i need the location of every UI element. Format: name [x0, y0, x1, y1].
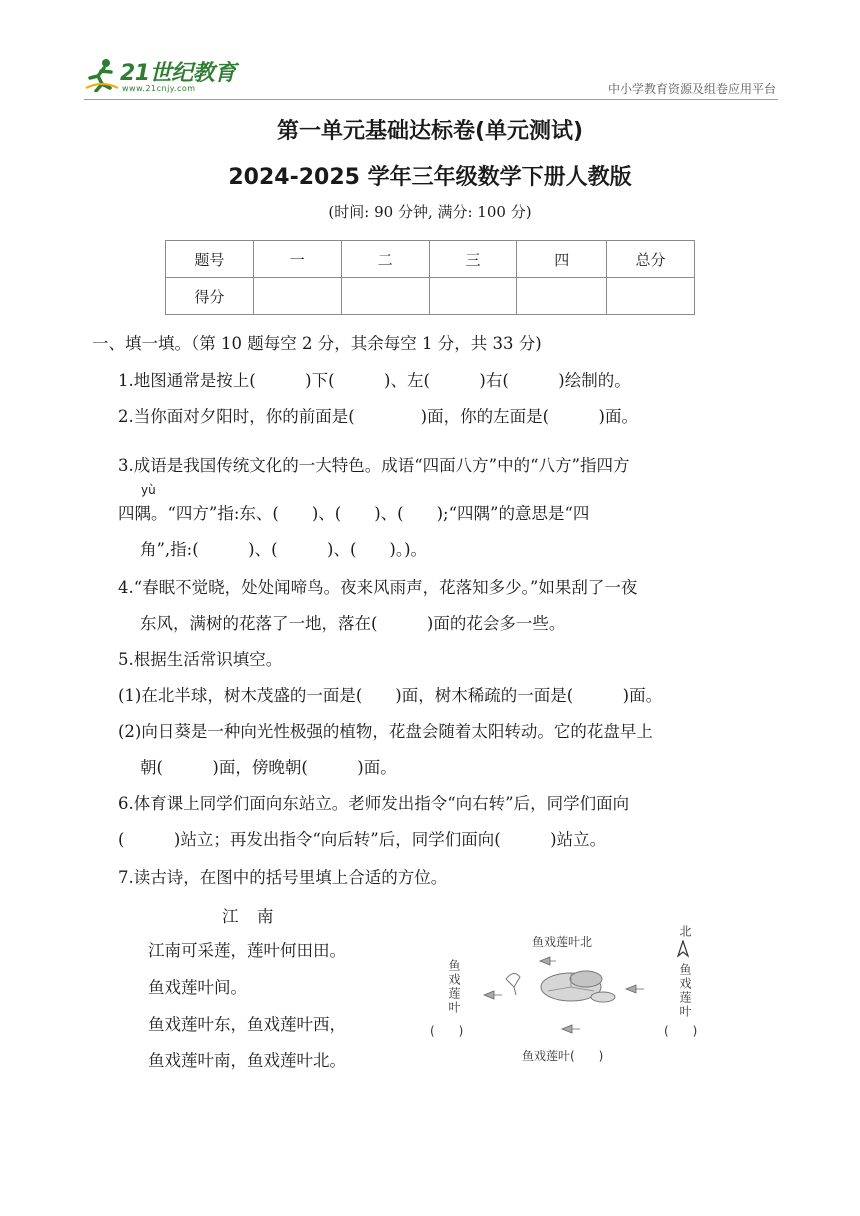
score-header-cell: 四 [517, 241, 607, 278]
score-header-cell: 三 [429, 241, 517, 278]
score-header-cell: 总分 [607, 241, 695, 278]
question-6-line-2: ( )站立；再发出指令“向后转”后，同学们面向( )站立。 [118, 830, 607, 849]
figure-right-label: 鱼戏莲叶 [678, 963, 692, 1019]
figure-bottom-label: 鱼戏莲叶( ) [522, 1049, 604, 1063]
runner-icon [84, 58, 120, 92]
question-7: 7.读古诗，在图中的括号里填上合适的方位。 [118, 868, 448, 887]
logo-url: www.21cnjy.com [122, 84, 196, 93]
question-5-2-line-2: 朝( )面，傍晚朝( )面。 [140, 758, 397, 777]
lotus-pond-figure [426, 925, 722, 1070]
score-cell[interactable] [607, 278, 695, 315]
logo-text: 21世纪教育 [120, 61, 236, 86]
score-header-cell: 一 [253, 241, 341, 278]
score-cell[interactable] [253, 278, 341, 315]
page-subtitle: 2024-2025 学年三年级数学下册人教版 [228, 165, 632, 190]
north-label: 北 [678, 925, 692, 939]
section-heading: 一、填一填。（第 10 题每空 2 分，其余每空 1 分，共 33 分) [92, 334, 542, 353]
poem-line: 鱼戏莲叶东，鱼戏莲叶西， [148, 1015, 346, 1034]
score-header-cell: 题号 [166, 241, 254, 278]
poem-line: 江南可采莲，莲叶何田田。 [148, 941, 346, 960]
question-3-line-3: 角”,指:( )、( )、( )。)。 [140, 540, 428, 559]
pinyin-annotation: yù [141, 483, 156, 497]
question-5-2-line-1: (2)向日葵是一种向光性极强的植物，花盘会随着太阳转动。它的花盘早上 [118, 722, 653, 741]
score-cell[interactable] [517, 278, 607, 315]
lotus-leaves-illustration [476, 947, 656, 1047]
poem-line: 鱼戏莲叶南，鱼戏莲叶北。 [148, 1051, 346, 1070]
north-arrow-icon [676, 940, 690, 958]
figure-top-label: 鱼戏莲叶北 [532, 935, 593, 949]
figure-left-label: 鱼戏莲叶 [447, 959, 461, 1015]
figure-right-blank: ( ) [664, 1024, 698, 1038]
question-6-line-1: 6.体育课上同学们面向东站立。老师发出指令“向右转”后，同学们面向 [118, 794, 630, 813]
figure-left-blank: ( ) [430, 1024, 464, 1038]
score-cell[interactable] [341, 278, 429, 315]
score-header-cell: 二 [341, 241, 429, 278]
question-5: 5.根据生活常识填空。 [118, 650, 283, 669]
exam-time-info: (时间: 90 分钟, 满分: 100 分) [328, 203, 532, 221]
question-1: 1.地图通常是按上( )下( )、左( )右( )绘制的。 [118, 371, 631, 390]
question-3-line-2: 四隅。“四方”指:东、( )、( )、( );“四隅”的意思是“四 [118, 504, 590, 523]
score-table-header-row [166, 241, 695, 278]
score-table [165, 240, 695, 315]
question-2: 2.当你面对夕阳时，你的前面是( )面，你的左面是( )面。 [118, 407, 638, 426]
question-4-line-1: 4.“春眠不觉晓，处处闻啼鸟。夜来风雨声，花落知多少。”如果刮了一夜 [118, 578, 638, 597]
score-row-label: 得分 [166, 278, 254, 315]
question-4-line-2: 东风，满树的花落了一地，落在( )面的花会多一些。 [140, 614, 566, 633]
site-logo [84, 56, 244, 98]
score-table-score-row [166, 278, 695, 315]
question-5-1: (1)在北半球，树木茂盛的一面是( )面，树木稀疏的一面是( )面。 [118, 686, 663, 705]
platform-name: 中小学教育资源及组卷应用平台 [607, 82, 776, 96]
header-divider [84, 99, 778, 100]
poem-title: 江 南 [222, 907, 275, 926]
question-3-line-1: 3.成语是我国传统文化的一大特色。成语“四面八方”中的“八方”指四方 [118, 456, 630, 475]
score-cell[interactable] [429, 278, 517, 315]
page-title: 第一单元基础达标卷(单元测试) [276, 119, 584, 144]
poem-line: 鱼戏莲叶间。 [148, 978, 247, 997]
